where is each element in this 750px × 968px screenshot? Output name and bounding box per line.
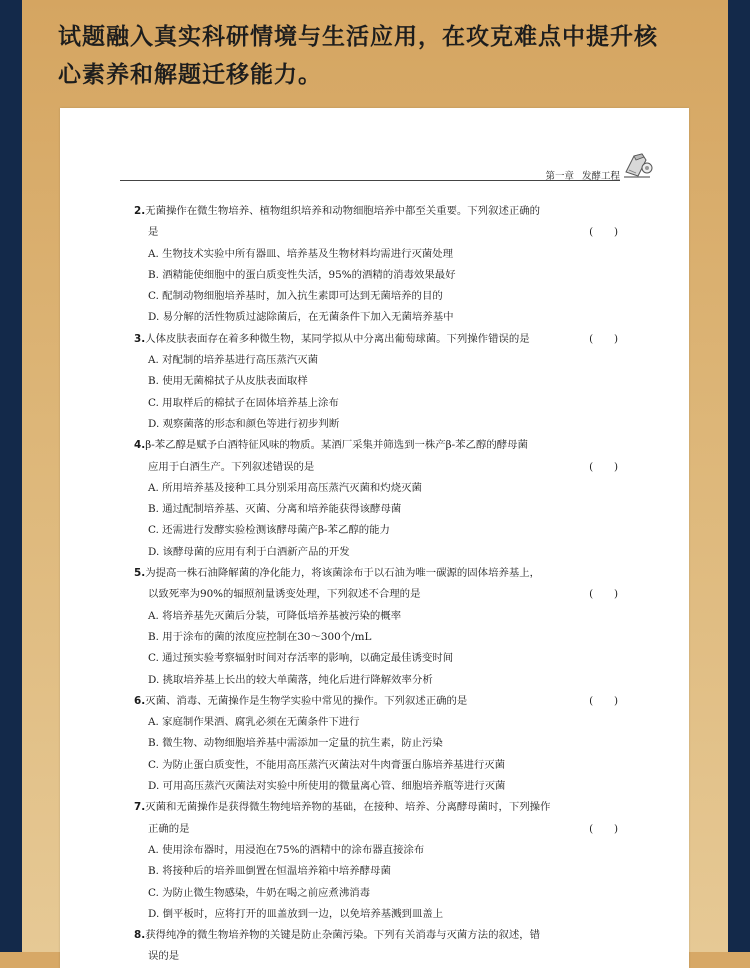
answer-option: A. 将培养基先灭菌后分装，可降低培养基被污染的概率 [148,609,402,622]
question-number: 2. [134,205,146,217]
answer-option: D. 倒平板时，应将打开的皿盖放到一边，以免培养基溅到皿盖上 [148,907,444,920]
answer-blank: ( ) [589,588,618,601]
question-stem-text: 人体皮肤表面存在着多种微生物，某同学拟从中分离出葡萄球菌。下列操作错误的是 [145,332,530,345]
question-stem-line [134,457,618,478]
chapter-number: 第一章 [545,171,574,182]
question-stem-text: 误的是 [148,950,180,963]
answer-option: A. 生物技术实验中所有器皿、培养基及生物材料均需进行灭菌处理 [148,247,454,260]
question-4 [134,435,618,563]
question-number: 8. [134,929,146,942]
question-stem-line [134,819,618,840]
question-stem-text: 以致死率为90%的辐照剂量诱变处理，下列叙述不合理的是 [148,588,421,601]
answer-option: C. 通过预实验考察辐射时间对存活率的影响，以确定最佳诱变时间 [148,652,454,665]
question-number: 4. [134,439,146,452]
answer-option: C. 用取样后的棉拭子在固体培养基上涂布 [148,396,339,409]
microscope-sketch-icon [620,150,654,180]
answer-option: C. 为防止蛋白质变性，不能用高压蒸汽灭菌法对牛肉膏蛋白胨培养基进行灭菌 [148,758,506,771]
question-stem-line [134,563,618,584]
question-stem-text: 无菌操作在微生物培养、植物组织培养和动物细胞培养中都至关重要。下列叙述正确的 [145,205,541,217]
question-stem-text: 应用于白酒生产。下列叙述错误的是 [148,460,315,473]
question-number: 5. [134,567,146,580]
answer-blank: ( ) [589,226,618,239]
answer-option: D. 观察菌落的形态和颜色等进行初步判断 [148,417,340,430]
answer-blank: ( ) [589,460,618,473]
question-stem-line [134,691,618,712]
question-stem-text: 正确的是 [148,822,190,835]
banner-line-2: 心素养和解题迁移能力。 [58,62,322,88]
question-stem-text: 是 [148,226,159,239]
promo-banner-text [58,18,698,94]
question-stem-line [134,925,618,946]
answer-option: D. 可用高压蒸汽灭菌法对实验中所使用的微量离心管、细胞培养瓶等进行灭菌 [148,780,506,793]
answer-blank: ( ) [589,694,618,707]
question-stem-text: β-苯乙醇是赋予白酒特征风味的物质。某酒厂采集并筛选到一株产β-苯乙醇的酵母菌 [145,439,528,452]
question-stem-line [134,201,618,222]
answer-option: B. 用于涂布的菌的浓度应控制在30～300个/mL [148,630,372,643]
question-stem-line [134,797,618,818]
question-8 [134,925,618,968]
question-stem-line [134,222,618,243]
question-list [134,201,618,968]
question-stem-text: 灭菌、消毒、无菌操作是生物学实验中常见的操作。下列叙述正确的是 [145,694,468,707]
answer-option: B. 酒精能使细胞中的蛋白质变性失活，95%的酒精的消毒效果最好 [148,268,456,281]
answer-blank: ( ) [589,332,618,345]
chapter-title: 发酵工程 [581,171,620,182]
question-5 [134,563,618,691]
answer-option: B. 使用无菌棉拭子从皮肤表面取样 [148,375,308,388]
question-stem-line [134,435,618,456]
answer-option: D. 挑取培养基上长出的较大单菌落，纯化后进行降解效率分析 [148,673,433,686]
question-6 [134,691,618,797]
header-rule [120,180,620,181]
answer-option: B. 微生物、动物细胞培养基中需添加一定量的抗生素，防止污染 [148,737,443,750]
answer-option: D. 该酵母菌的应用有利于白酒新产品的开发 [148,545,350,558]
question-2 [134,201,618,329]
textbook-page [60,108,689,968]
left-navy-border [0,0,22,952]
question-stem-text: 灭菌和无菌操作是获得微生物纯培养物的基础，在接种、培养、分离酵母菌时，下列操作 [145,801,551,814]
answer-option: C. 为防止微生物感染，牛奶在喝之前应煮沸消毒 [148,886,370,899]
right-navy-border [728,0,750,952]
question-number: 7. [134,801,146,814]
question-stem-text: 获得纯净的微生物培养物的关键是防止杂菌污染。下列有关消毒与灭菌方法的叙述，错 [145,929,541,942]
question-stem-line [134,946,618,967]
answer-option: A. 所用培养基及接种工具分别采用高压蒸汽灭菌和灼烧灭菌 [148,481,422,494]
question-number: 6. [134,694,146,707]
answer-blank: ( ) [589,822,618,835]
answer-option: A. 使用涂布器时，用浸泡在75%的酒精中的涂布器直接涂布 [148,843,425,856]
question-number: 3. [134,332,146,345]
question-stem-text: 为提高一株石油降解菌的净化能力，将该菌涂布于以石油为唯一碳源的固体培养基上， [145,567,541,580]
answer-option: A. 对配制的培养基进行高压蒸汽灭菌 [148,354,318,367]
answer-option: B. 通过配制培养基、灭菌、分离和培养能获得该酵母菌 [148,503,402,516]
question-stem-line [134,584,618,605]
answer-option: A. 家庭制作果酒、腐乳必须在无菌条件下进行 [148,716,360,729]
question-stem-line [134,329,618,350]
question-3 [134,329,618,435]
banner-line-1: 试题融入真实科研情境与生活应用，在攻克难点中提升核 [58,24,658,50]
answer-option: B. 将接种后的培养皿倒置在恒温培养箱中培养酵母菌 [148,865,391,878]
question-7 [134,797,618,925]
answer-option: C. 配制动物细胞培养基时，加入抗生素即可达到无菌培养的目的 [148,290,443,303]
answer-option: D. 易分解的活性物质过滤除菌后，在无菌条件下加入无菌培养基中 [148,311,454,324]
answer-option: C. 还需进行发酵实验检测该酵母菌产β-苯乙醇的能力 [148,524,390,537]
